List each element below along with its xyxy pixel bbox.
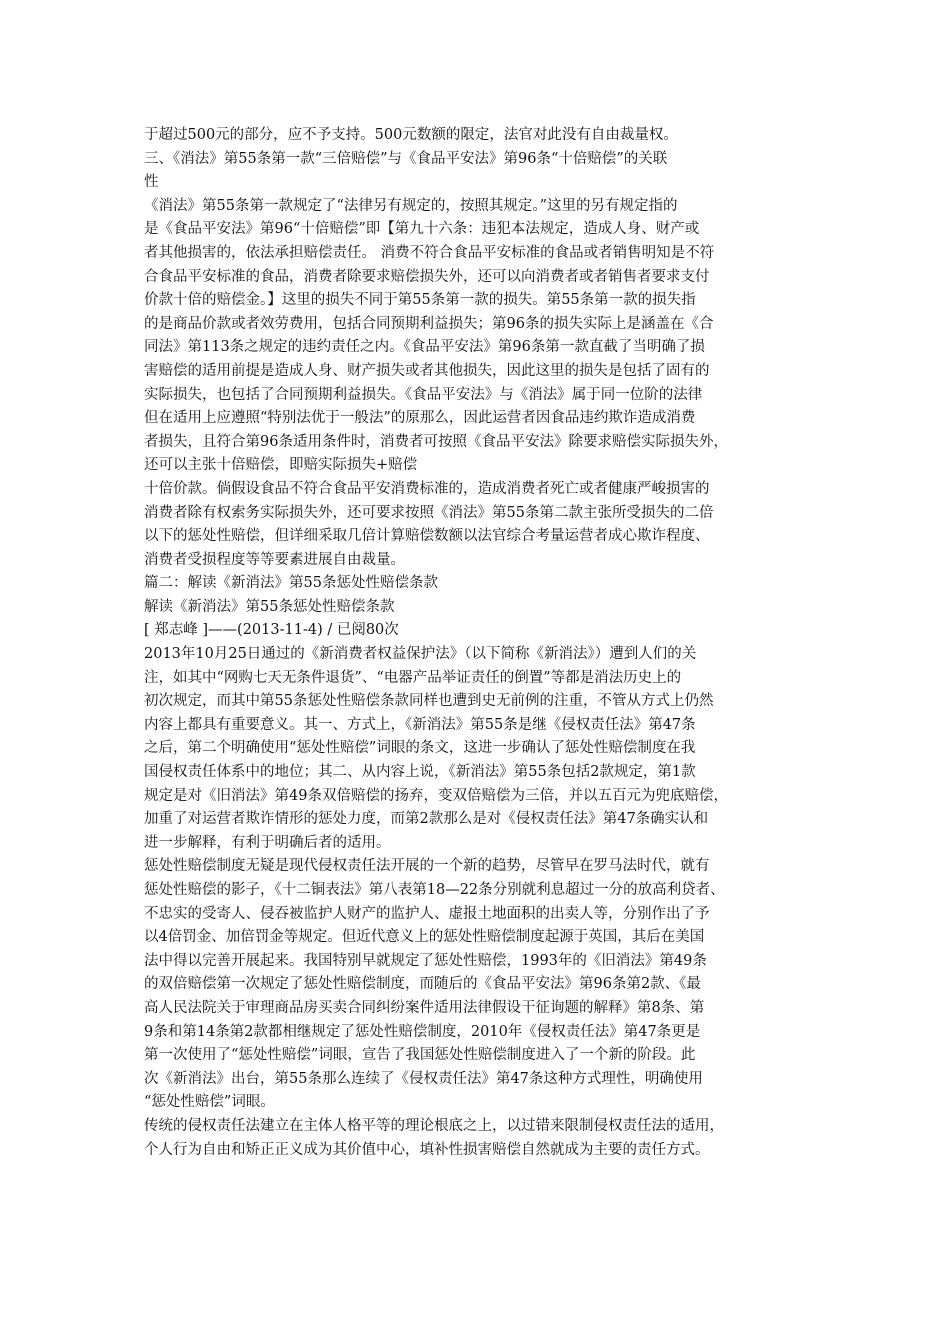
text-line: 三、《消法》第55条第一款“三倍赔偿”与《食品平安法》第96条“十倍赔偿”的关联 [144,150,668,167]
text-line: 次《新消法》出台，第55条那么连续了《侵权责任法》第47条这种方式理性，明确使用 [144,1070,703,1087]
text-line: 加重了对运营者欺诈情形的惩处力度，而第2款那么是对《侵权责任法》第47条确实认和 [144,811,709,828]
text-line: 篇二：解读《新消法》第55条惩处性赔偿条款 [144,575,438,592]
text-line: 传统的侵权责任法建立在主体人格平等的理论根底之上，以过错来限制侵权责任法的适用， [144,1117,724,1134]
text-line: 实际损失，也包括了合同预期利益损失。《食品平安法》与《消法》属于同一位阶的法律 [144,386,703,403]
text-line: 初次规定，而其中第55条惩处性赔偿条款同样也遭到史无前例的注重，不管从方式上仍然 [144,693,714,710]
text-line: 以4倍罚金、加倍罚金等规定。但近代意义上的惩处性赔偿制度起源于英国，其后在美国 [144,929,705,946]
text-line: 之后，第二个明确使用“惩处性赔偿”词眼的条文，这进一步确认了惩处性赔偿制度在我 [144,740,696,757]
text-line: 9条和第14条第2款都相继规定了惩处性赔偿制度，2010年《侵权责任法》第47条更是 [144,1023,701,1040]
text-line: 进一步解释，有利于明确后者的适用。 [144,834,391,851]
text-line: “惩处性赔偿”词眼。 [144,1094,275,1111]
text-line: [ 郑志峰 ]——(2013-11-4) / 已阅80次 [144,622,399,639]
text-line: 是《食品平安法》第96“十倍赔偿”即【第九十六条：违犯本法规定，造成人身、财产或 [144,221,700,238]
text-line: 的是商品价款或者效劳费用，包括合同预期利益损失；第96条的损失实际上是涵盖在《合 [144,315,714,332]
text-line: 不忠实的受寄人、侵吞被监护人财产的监护人、虚报土地面积的出卖人等，分别作出了予 [144,905,710,922]
text-line: 者其他损害的，依法承担赔偿责任。 消费不符合食品平安标准的食品或者销售明知是不符 [144,244,715,261]
text-line: 第一次使用了“惩处性赔偿”词眼，宣告了我国惩处性赔偿制度进入了一个新的阶段。此 [144,1047,696,1064]
text-line: 者损失，且符合第96条适用条件时，消费者可按照《食品平安法》除要求赔偿实际损失外， [144,433,728,450]
text-line: 于超过500元的部分，应不予支持。500元数额的限定，法官对此没有自由裁量权。 [144,127,678,143]
text-line: 国侵权责任体系中的地位；其二、从内容上说，《新消法》第55条包括2款规定，第1款 [144,764,696,781]
text-line: 解读《新消法》第55条惩处性赔偿条款 [144,598,395,615]
text-line: 以下的惩处性赔偿，但详细采取几倍计算赔偿数额以法官综合考量运营者成心欺诈程度、 [144,528,710,545]
text-line: 消费者受损程度等等要素进展自由裁量。 [144,551,405,568]
text-line: 《消法》第55条第一款规定了“法律另有规定的，按照其规定。”这里的另有规定指的 [144,197,678,214]
text-line: 规定是对《旧消法》第49条双倍赔偿的扬弃，变双倍赔偿为三倍，并以五百元为兜底赔偿， [144,787,728,804]
text-line: 的双倍赔偿第一次规定了惩处性赔偿制度，而随后的《食品平安法》第96条第2款、《最 [144,976,701,993]
text-line: 合食品平安标准的食品，消费者除要求赔偿损失外，还可以向消费者或者销售者要求支付 [144,268,710,285]
text-line: 价款十倍的赔偿金。】这里的损失不同于第55条第一款的损失。第55条第一款的损失指 [144,292,696,309]
text-line: 内容上都具有重要意义。其一、方式上，《新消法》第55条是继《侵权责任法》第47条 [144,716,696,733]
text-line: 2013年10月25日通过的《新消费者权益保护法》（以下简称《新消法》）遭到人们的关 [144,646,697,663]
text-line: 害赔偿的适用前提是造成人身、财产损失或者其他损失，因此这里的损失是包括了固有的 [144,362,710,379]
document-body [144,124,812,1162]
text-line: 惩处性赔偿制度无疑是现代侵权责任法开展的一个新的趋势，尽管早在罗马法时代，就有 [144,858,710,875]
text-line: 惩处性赔偿的影子，《十二铜表法》第八表第18—22条分别就利息超过一分的放高利贷者、 [144,882,725,898]
text-line: 个人行为自由和矫正正义成为其价值中心，填补性损害赔偿自然就成为主要的责任方式。 [144,1141,710,1158]
text-line: 但在适用上应遵照“特别法优于一般法”的原那么，因此运营者因食品违约欺诈造成消费 [144,410,696,427]
text-line: 消费者除有权索务实际损失外，还可要求按照《消法》第55条第二款主张所受损失的二倍 [144,504,714,521]
text-line: 同法》第113条之规定的违约责任之内。《食品平安法》第96条第一款直截了当明确了损 [144,339,705,356]
text-line: 性 [144,174,159,191]
text-line: 十倍价款。倘假设食品不符合食品平安消费标准的，造成消费者死亡或者健康严峻损害的 [144,480,710,497]
text-line: 还可以主张十倍赔偿，即赔实际损失+赔偿 [144,457,418,474]
text-line: 高人民法院关于审理商品房买卖合同纠纷案件适用法律假设干征询题的解释》第8条、第 [144,999,705,1016]
text-line: 注，如其中“网购七天无条件退货”、“电器产品举证责任的倒置”等都是消法历史上的 [144,669,682,686]
text-line: 法中得以完善开展起来。我国特别早就规定了惩处性赔偿，1993年的《旧消法》第49条 [144,952,707,969]
